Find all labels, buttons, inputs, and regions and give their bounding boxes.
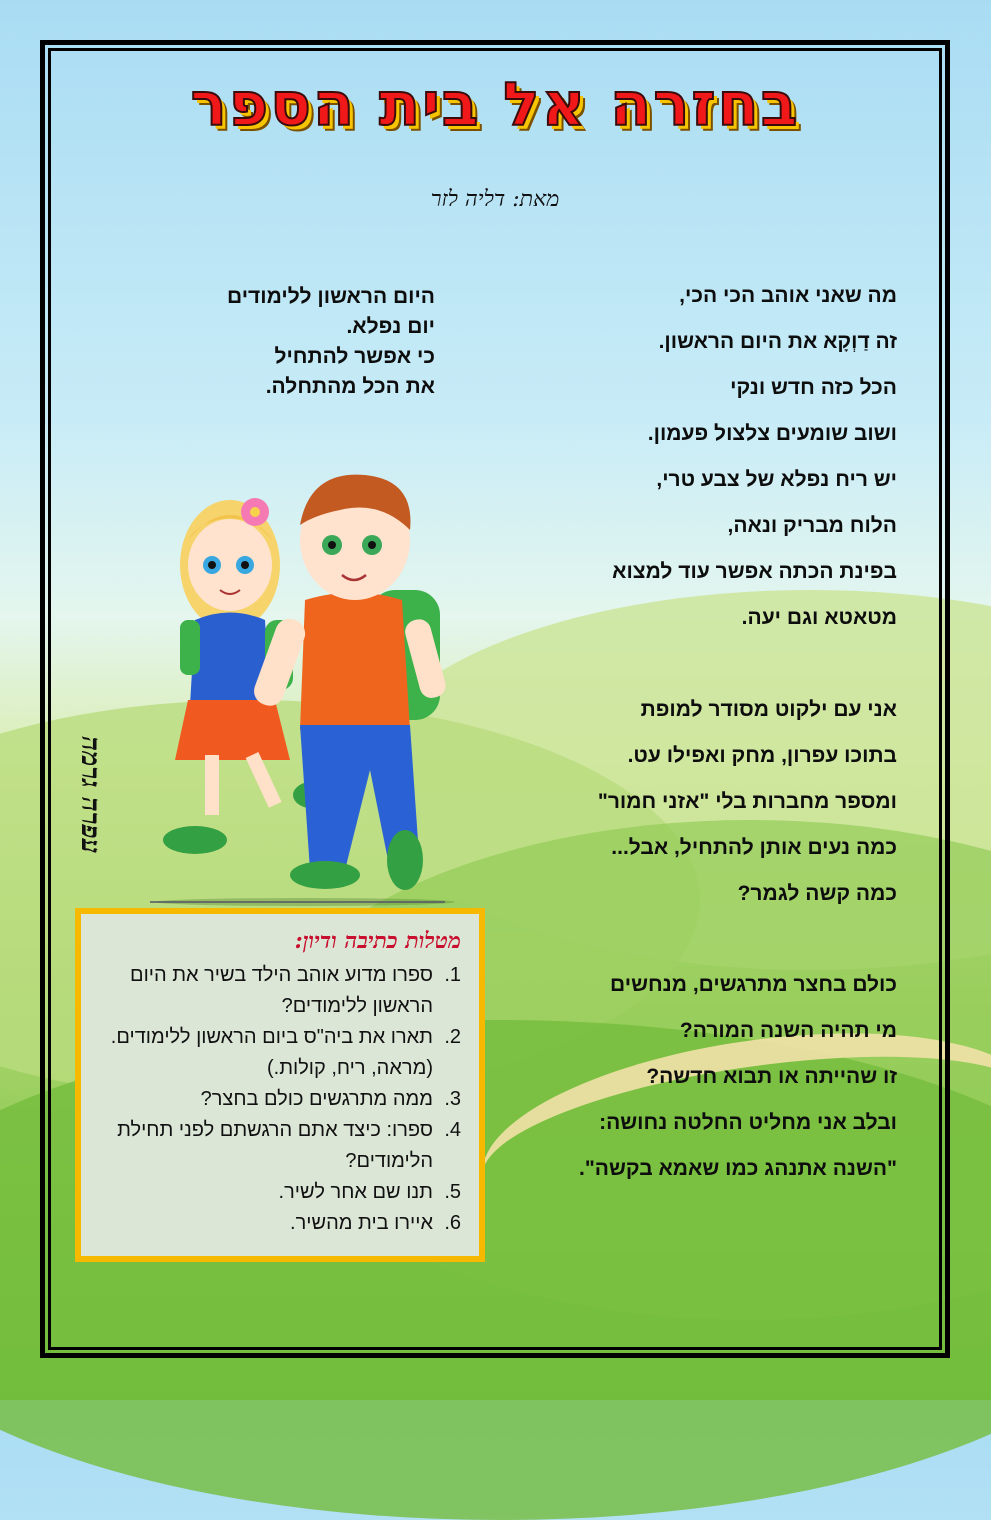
task-text: תנו שם אחר לשיר.: [278, 1181, 433, 1203]
poem-line: אני עם ילקוט מסודר למופת: [640, 698, 897, 721]
task-text: ספרו מדוע אוהב הילד בשיר את היום הראשון ללימודים?: [130, 964, 433, 1017]
poem-line: ושוב שומעים צלצול פעמון.: [647, 422, 897, 445]
task-text: ממה מתרגשים כולם בחצר?: [200, 1088, 433, 1110]
poem-line: כמה קשה לגמר?: [737, 882, 897, 905]
task-number: 4.: [444, 1119, 461, 1141]
task-text: איירו בית מהשיר.: [290, 1212, 433, 1234]
page-title: בחזרה אל בית הספר: [190, 70, 800, 140]
poem-line: מטאטא וגם יעה.: [741, 606, 897, 629]
poem-stanza-3: [477, 962, 897, 1192]
poem-line: בפינת הכתה אפשר עוד למצוא: [612, 560, 897, 583]
task-list: [97, 960, 461, 1239]
author-credit: מאת: דליה לזר: [430, 187, 560, 212]
poem-stanza-1: [477, 273, 897, 641]
task-item: [97, 1084, 461, 1115]
poem-line: בתוכו עפרון, מחק ואפילו עט.: [627, 744, 897, 767]
poem-line: הלוח מבריק ונאה,: [727, 514, 897, 537]
poem-stanza-final: [55, 282, 435, 402]
task-number: 6.: [444, 1212, 461, 1234]
poem-line: כולם בחצר מתרגשים, מנחשים: [610, 973, 897, 996]
poem-line: "השנה אתנהג כמו שאמא בקשה".: [579, 1157, 897, 1180]
task-number: 1.: [444, 964, 461, 986]
task-number: 2.: [444, 1026, 461, 1048]
illustrator-signature: עפרה גרמה: [75, 736, 105, 854]
poem-line: מה שאני אוהב הכי הכי,: [679, 284, 897, 307]
children-illustration: [140, 470, 470, 910]
task-item: [97, 1177, 461, 1208]
poem-line: זו שהייתה או תבוא חדשה?: [646, 1065, 897, 1088]
task-text: תארו את ביה"ס ביום הראשון ללימודים.(מראה, ריח, קולות.): [110, 1026, 433, 1079]
poem-line: היום הראשון ללימודים: [226, 285, 435, 308]
poem-line: ומספר מחברות בלי "אזני חמור": [597, 790, 897, 813]
poem-line: יש ריח נפלא של צבע טרי,: [656, 468, 897, 491]
poem-line: את הכל מהתחלה.: [265, 375, 435, 398]
task-item: [97, 1115, 461, 1177]
poem-line: הכל כזה חדש ונקי: [730, 376, 897, 399]
task-number: 3.: [444, 1088, 461, 1110]
poem-line: כי אפשר להתחיל: [274, 345, 435, 368]
poem-line: זה דַוְקָא את היום הראשון.: [658, 330, 897, 353]
boy-figure: [250, 475, 448, 890]
task-item: [97, 1208, 461, 1239]
poem-stanza-2: [477, 687, 897, 917]
task-item: [97, 1022, 461, 1084]
task-item: [97, 960, 461, 1022]
task-number: 5.: [444, 1181, 461, 1203]
poem-line: ובלב אני מחליט החלטה נחושה:: [599, 1111, 897, 1134]
poem-line: יום נפלא.: [346, 315, 435, 338]
poem-line: מי תהיה השנה המורה?: [679, 1019, 897, 1042]
tasks-box: [75, 908, 485, 1262]
tasks-title: מטלות כתיבה ודיון:: [294, 928, 461, 954]
task-text: ספרו: כיצד אתם הרגשתם לפני תחילת הלימודים?: [117, 1119, 433, 1172]
poem-line: כמה נעים אותן להתחיל, אבל...: [611, 836, 897, 859]
